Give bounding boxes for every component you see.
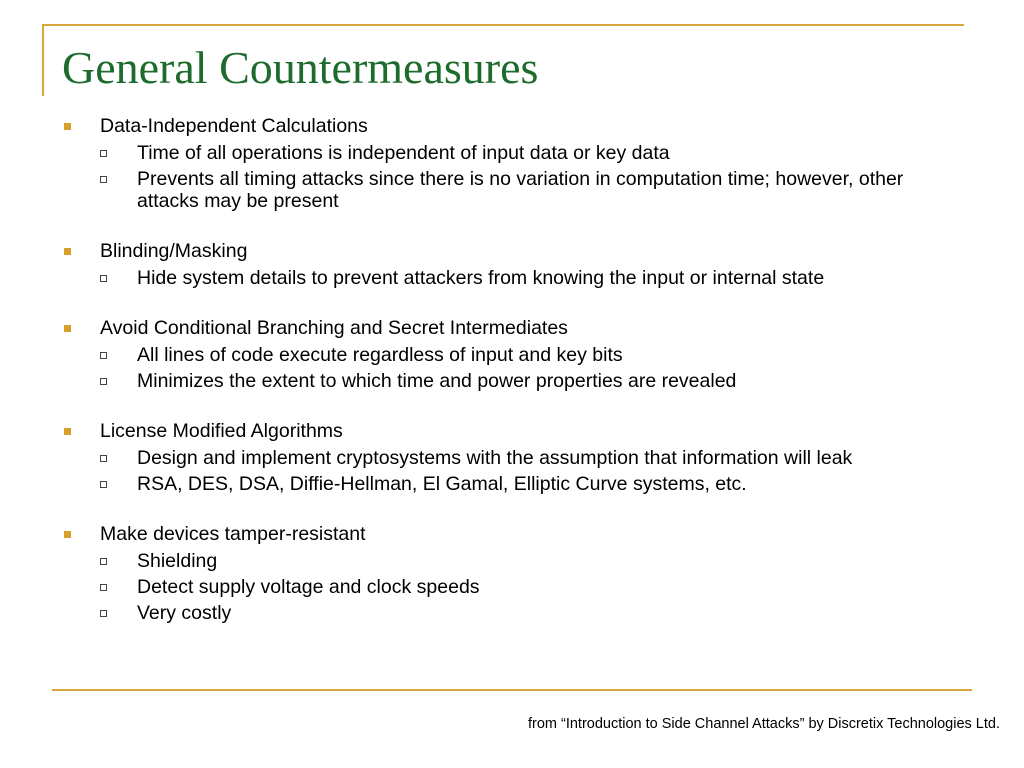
hollow-square-bullet-icon [100,275,107,282]
hollow-square-bullet-icon [100,150,107,157]
sub-item [58,370,957,392]
sub-item-text: Time of all operations is independent of input data or key data [137,142,670,164]
section-heading-text: Blinding/Masking [100,240,248,262]
sub-item [58,473,957,495]
title-frame-horizontal [42,24,964,26]
sub-item [58,602,957,624]
sub-item [58,447,957,469]
hollow-square-bullet-icon [100,176,107,183]
title-frame-vertical [42,24,44,96]
square-bullet-icon [64,325,71,332]
sub-item [58,142,957,164]
section-heading-text: Data-Independent Calculations [100,115,368,137]
footer-divider [52,689,972,691]
sub-item [58,344,957,366]
sub-item [58,576,957,598]
sub-item-text: Hide system details to prevent attackers from knowing the input or internal state [137,267,825,289]
section-heading-text: Make devices tamper-resistant [100,523,366,545]
sub-item-text: Shielding [137,550,218,572]
sub-item-text: Very costly [137,602,232,624]
section-heading [58,239,958,263]
hollow-square-bullet-icon [100,481,107,488]
sub-item [58,267,957,289]
section-heading [58,522,958,546]
bullet-list [58,114,958,651]
sub-item-text: Detect supply voltage and clock speeds [137,576,480,598]
sub-item-text: Minimizes the extent to which time and power properties are revealed [137,370,737,392]
hollow-square-bullet-icon [100,352,107,359]
square-bullet-icon [64,248,71,255]
section-heading-text: Avoid Conditional Branching and Secret Intermediates [100,317,568,339]
square-bullet-icon [64,428,71,435]
section-avoid-branching [58,316,958,392]
square-bullet-icon [64,531,71,538]
section-license-algorithms [58,419,958,495]
slide-title: General Countermeasures [62,42,539,93]
hollow-square-bullet-icon [100,378,107,385]
section-blinding-masking [58,239,958,289]
sub-item-text: Design and implement cryptosystems with the assumption that information will leak [137,447,853,469]
section-tamper-resistant [58,522,958,624]
section-heading [58,316,958,340]
source-citation: from “Introduction to Side Channel Attacks” by Discretix Technologies Ltd. [527,716,1000,732]
hollow-square-bullet-icon [100,584,107,591]
sub-item-text: All lines of code execute regardless of input and key bits [137,344,623,366]
sub-item [58,550,957,572]
section-data-independent [58,114,958,212]
hollow-square-bullet-icon [100,558,107,565]
section-heading [58,419,958,443]
section-heading [58,114,958,138]
sub-item-text: RSA, DES, DSA, Diffie-Hellman, El Gamal, Elliptic Curve systems, etc. [137,473,747,495]
section-heading-text: License Modified Algorithms [100,420,343,442]
hollow-square-bullet-icon [100,610,107,617]
hollow-square-bullet-icon [100,455,107,462]
square-bullet-icon [64,123,71,130]
sub-item [58,168,957,212]
sub-item-text: Prevents all timing attacks since there is no variation in computation time; however, other attacks may be present [137,168,904,212]
